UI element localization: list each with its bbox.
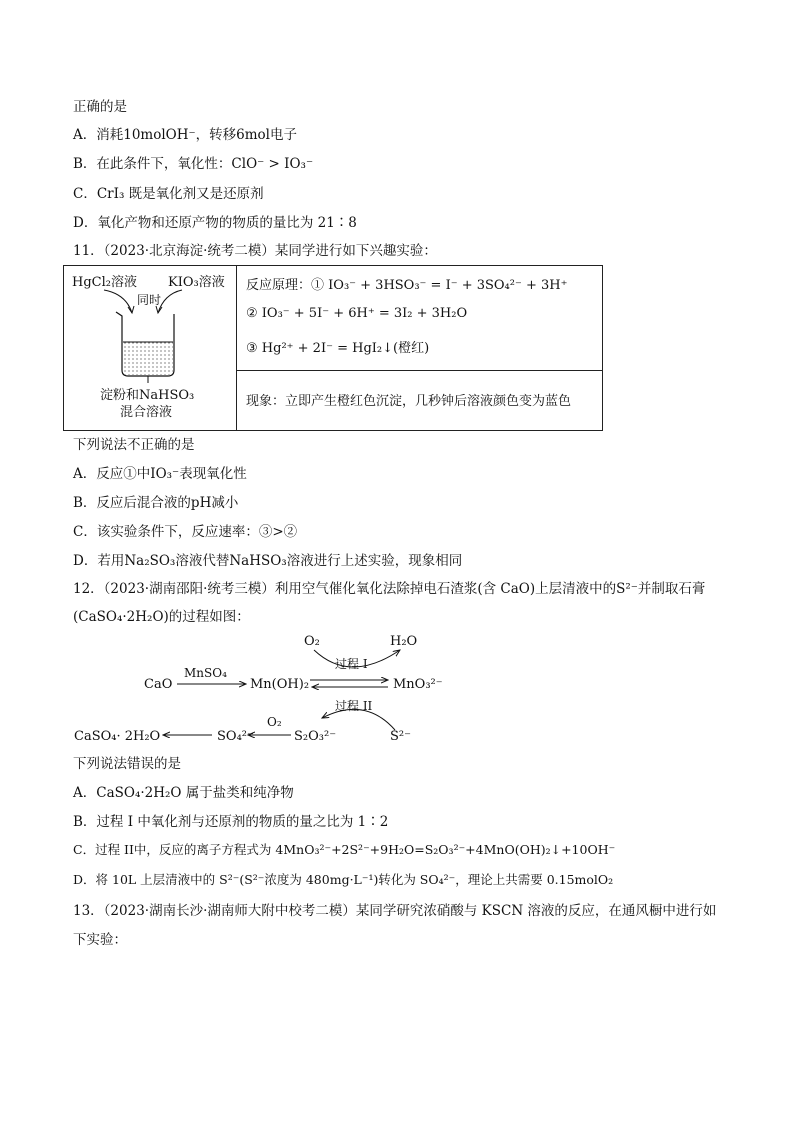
q11-option-d: D．若用Na₂SO₃溶液代替NaHSO₃溶液进行上述实验，现象相同	[73, 553, 463, 569]
process1-label: 过程 I	[335, 657, 368, 671]
q12-option-c: C．过程 II中，反应的离子方程式为 4MnO₃²⁻+2S²⁻+9H₂O=S₂O₃²⁻+4MnO(OH)₂↓+10OH⁻	[73, 842, 616, 857]
q12-stem-line2: (CaSO₄·2H₂O)的过程如图：	[73, 609, 250, 625]
q12-option-b: B．过程 I 中氧化剂与还原剂的物质的量之比为 1∶2	[73, 814, 389, 830]
q11-stem: 11．（2023·北京海淀·统考二模）某同学进行如下兴趣实验：	[73, 243, 437, 259]
s2o3-label: S₂O₃²⁻	[294, 729, 337, 744]
mnoh2-label: Mn(OH)₂	[250, 677, 310, 692]
q12-option-a: A．CaSO₄·2H₂O 属于盐类和纯净物	[73, 785, 294, 801]
process2-label: 过程 II	[335, 699, 373, 713]
mno3-label: MnO₃²⁻	[393, 677, 443, 692]
o2-bottom-label: O₂	[267, 715, 282, 729]
q11-question: 下列说法不正确的是	[73, 437, 195, 453]
q10-option-b: B．在此条件下，氧化性：ClO⁻ > IO₃⁻	[73, 156, 314, 172]
o2-top-label: O₂	[304, 634, 320, 649]
so4-label: SO₄²⁻	[217, 729, 254, 744]
mixture-line1: 淀粉和NaHSO₃	[100, 388, 195, 403]
q13-stem-line2: 下实验：	[73, 932, 127, 948]
beaker-diagram	[64, 266, 236, 430]
left-arrow	[104, 290, 132, 313]
process-diagram	[60, 626, 460, 748]
q10-intro: 正确的是	[73, 99, 127, 115]
q11-option-b: B．反应后混合液的pH减小	[73, 495, 239, 511]
phenomenon-cell	[237, 371, 602, 430]
solution	[123, 342, 173, 375]
q12-stem-line1: 12．（2023·湖南邵阳·统考三模）利用空气催化氧化法除掉电石渣浆(含 CaO)上层清液中的S²⁻并制取石膏	[73, 581, 706, 597]
cao-label: CaO	[144, 677, 173, 692]
reagent-right-label: KIO₃溶液	[168, 275, 225, 290]
q10-option-c: C．CrI₃ 既是氧化剂又是还原剂	[73, 186, 264, 202]
q13-stem-line1: 13．（2023·湖南长沙·湖南师大附中校考二模）某同学研究浓硝酸与 KSCN 溶液的反应，在通风橱中进行如	[73, 903, 717, 919]
q12-option-d: D．将 10L 上层清液中的 S²⁻(S²⁻浓度为 480mg·L⁻¹)转化为 SO₄²⁻，理论上共需要 0.15molO₂	[73, 872, 614, 887]
experiment-table	[63, 265, 603, 431]
q10-option-a: A．消耗10molOH⁻，转移6mol电子	[73, 127, 297, 143]
mixture-line2: 混合溶液	[120, 405, 173, 420]
reaction-2: ② IO₃⁻ + 5I⁻ + 6H⁺ = 3I₂ + 3H₂O	[246, 306, 468, 321]
phenomenon-text: 现象：立即产生橙红色沉淀，几秒钟后溶液颜色变为蓝色	[246, 394, 572, 409]
apparatus-cell	[64, 266, 237, 430]
reagent-left-label: HgCl₂溶液	[72, 275, 137, 290]
right-arrow	[158, 290, 182, 313]
reaction-3: ③ Hg²⁺ + 2I⁻ = HgI₂↓(橙红)	[246, 341, 430, 356]
q11-option-c: C．该实验条件下，反应速率：③>②	[73, 524, 298, 540]
h2o-label: H₂O	[390, 634, 418, 649]
reaction-principle-cell	[237, 266, 602, 371]
simultaneous-label: 同时	[137, 293, 162, 307]
mnso4-label: MnSO₄	[184, 666, 227, 680]
s2-label: S²⁻	[390, 729, 411, 744]
q11-option-a: A．反应①中IO₃⁻表现氧化性	[73, 466, 247, 482]
q12-question: 下列说法错误的是	[73, 756, 181, 772]
reaction-1: 反应原理：① IO₃⁻ + 3HSO₃⁻ = I⁻ + 3SO₄²⁻ + 3H⁺	[246, 278, 568, 293]
caso4-label: CaSO₄· 2H₂O	[74, 729, 161, 744]
q10-option-d: D．氧化产物和还原产物的物质的量比为 21∶8	[73, 215, 357, 231]
